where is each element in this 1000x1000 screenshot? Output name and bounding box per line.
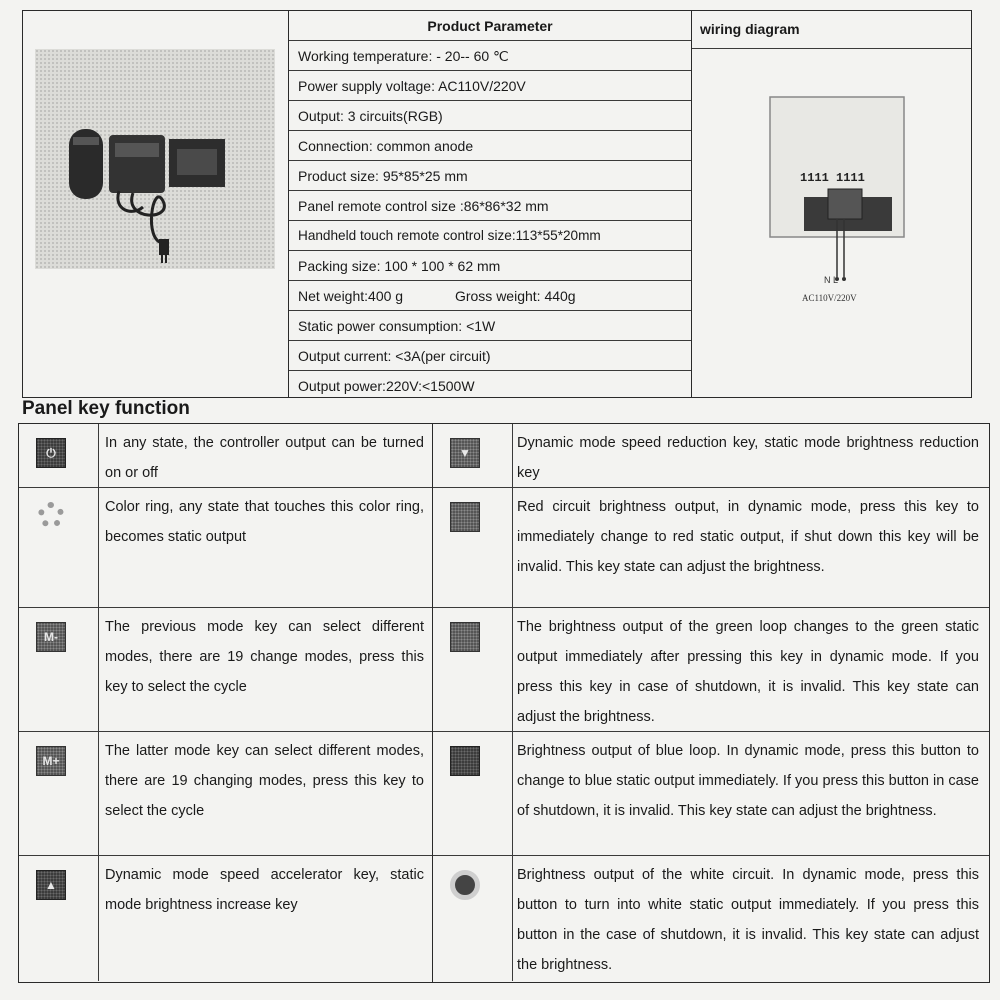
product-parameter-table [22, 10, 972, 398]
white-key-icon [450, 870, 480, 900]
param-output: Output: 3 circuits(RGB) [289, 101, 691, 131]
key-row [433, 856, 989, 981]
key-column-right [433, 424, 989, 982]
wiring-diagram-header: wiring diagram [692, 11, 971, 49]
next-mode-icon [36, 746, 66, 776]
wiring-diagram-cell [692, 11, 971, 397]
next-mode-glyph: M+ [42, 754, 60, 768]
param-working-temperature: Working temperature: - 20-- 60 ℃ [289, 41, 691, 71]
key-row [19, 732, 432, 856]
speed-down-icon: ▼ [450, 438, 480, 468]
key-row [433, 608, 989, 732]
previous-mode-glyph: M- [44, 630, 58, 644]
key-description: Color ring, any state that touches this color ring, becomes static output [105, 499, 424, 545]
panel-key-function-title: Panel key function [22, 398, 190, 419]
param-static-power: Static power consumption: <1W [289, 311, 691, 341]
power-icon: ⏻ [36, 438, 66, 468]
key-row [19, 424, 432, 488]
key-row [19, 608, 432, 732]
key-row [19, 856, 432, 981]
key-description: The previous mode key can select different modes, there are 19 change modes, press this key to select the cycle [105, 619, 424, 695]
key-icon-cell [433, 608, 513, 731]
key-description: Brightness output of blue loop. In dynamic mode, press this button to change to blue static output immediately. If you press this button in case of shutdown, it is invalid. This key state can adjust the brightness. [517, 743, 979, 819]
wiring-terminal-labels: N L [824, 275, 839, 285]
param-output-power: Output power:220V:<1500W [298, 378, 475, 394]
param-output-current: Output current: <3A(per circuit) [289, 341, 691, 371]
color-ring-icon [38, 502, 64, 528]
panel-key-function-table [18, 423, 990, 983]
green-key-icon [450, 622, 480, 652]
red-key-icon [450, 502, 480, 532]
key-icon-cell [433, 732, 513, 855]
param-supply-voltage: Power supply voltage: AC110V/220V [289, 71, 691, 101]
key-row [433, 488, 989, 608]
key-icon-cell [19, 424, 99, 487]
key-description: Red circuit brightness output, in dynamic mode, press this key to immediately change to red static output, if shut down this key will be invalid. This key state can adjust the brightness. [517, 499, 979, 575]
key-icon-cell [433, 488, 513, 607]
previous-mode-icon [36, 622, 66, 652]
product-photo-cell [23, 11, 289, 397]
key-icon-cell [19, 732, 99, 855]
product-photo [23, 11, 289, 397]
wiring-supply-label: AC110V/220V [802, 293, 857, 303]
key-row [433, 732, 989, 856]
wiring-display-digits: 1111 1111 [800, 171, 865, 185]
key-row [433, 424, 989, 488]
param-panel-size: Panel remote control size :86*86*32 mm [289, 191, 691, 221]
key-row [19, 488, 432, 608]
key-column-left [19, 424, 433, 982]
key-description: In any state, the controller output can be turned on or off [105, 435, 424, 481]
param-packing-size: Packing size: 100 * 100 * 62 mm [289, 251, 691, 281]
wiring-diagram [692, 49, 970, 397]
speed-up-icon: ▲ [36, 870, 66, 900]
param-connection: Connection: common anode [289, 131, 691, 161]
key-icon-cell [19, 856, 99, 981]
key-description: Dynamic mode speed accelerator key, static mode brightness increase key [105, 867, 424, 913]
key-description: Brightness output of the white circuit. In dynamic mode, press this button to turn into white static output immediately. If you press this button in the case of shutdown, it is invalid. This key state can adjust the brightness. [517, 867, 979, 973]
key-description: The latter mode key can select different modes, there are 19 changing modes, press this key to select the cycle [105, 743, 424, 819]
key-description: Dynamic mode speed reduction key, static mode brightness reduction key [517, 435, 979, 481]
param-product-size: Product size: 95*85*25 mm [289, 161, 691, 191]
param-net-weight: Net weight:400 g [298, 288, 404, 304]
product-parameter-header: Product Parameter [289, 11, 691, 41]
key-icon-cell [19, 608, 99, 731]
key-icon-cell [433, 424, 513, 487]
product-parameter-list [289, 11, 692, 397]
param-weight [289, 281, 691, 311]
param-gross-weight: Gross weight: 440g [454, 288, 576, 304]
key-icon-cell [433, 856, 513, 981]
key-icon-cell [19, 488, 99, 607]
param-handheld-size: Handheld touch remote control size:113*55*20mm [289, 221, 691, 251]
blue-key-icon [450, 746, 480, 776]
key-description: The brightness output of the green loop changes to the green static output immediately after pressing this key in dynamic mode. If you press this key in case of shutdown, it is invalid. This key state can adjust the brightness. [517, 619, 979, 725]
